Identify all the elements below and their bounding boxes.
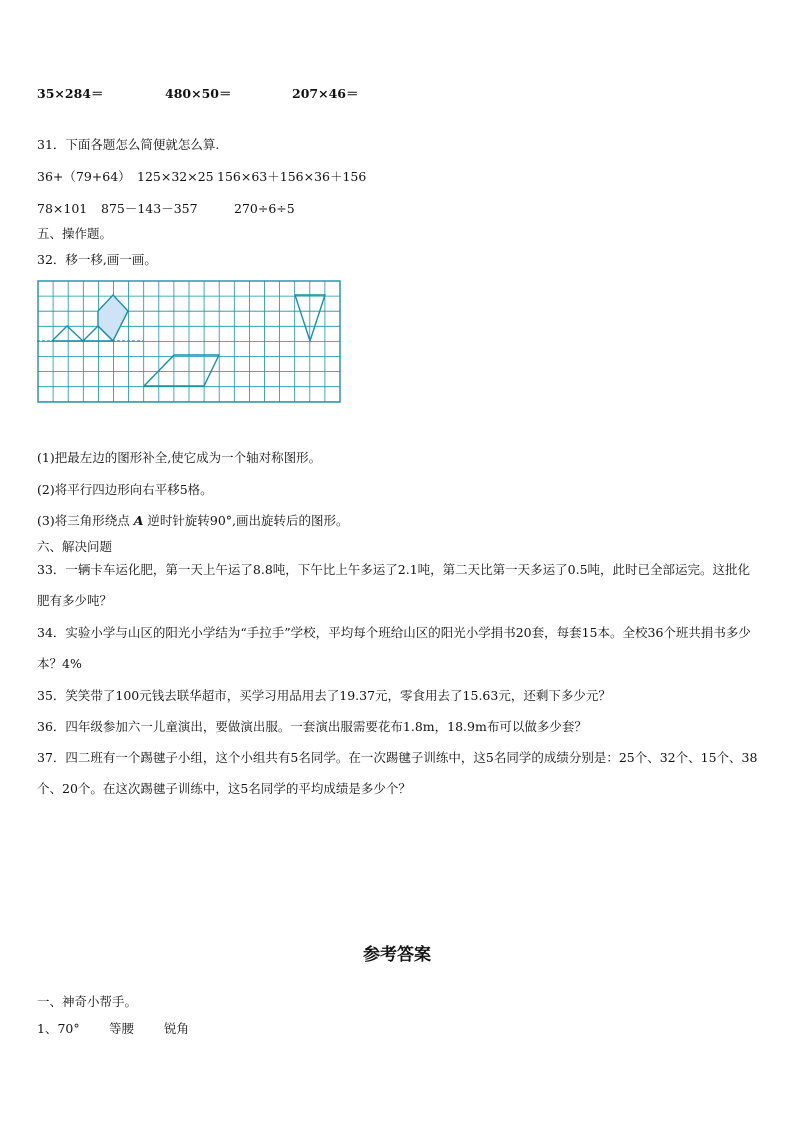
q32-instruction-1: (1)把最左边的图形补全,使它成为一个轴对称图形。 — [37, 450, 322, 465]
parallelogram-shape — [144, 355, 219, 386]
q31-row1 — [37, 167, 366, 185]
q31-row2 — [37, 199, 295, 217]
expression: 875－143－357 — [101, 201, 198, 216]
left-shape-small-triangle-1 — [52, 326, 83, 341]
answer-item: 等腰 — [109, 1021, 135, 1036]
answers-section-heading: 一、神奇小帮手。 — [37, 994, 138, 1009]
section-heading: 六、解决问题 — [37, 539, 113, 554]
expression: 270÷6÷5 — [234, 201, 295, 216]
q32-title: 32．移一移,画一画。 — [37, 252, 157, 267]
expression: 125×32×25 — [137, 169, 214, 184]
q32-instruction-3 — [37, 511, 349, 529]
grid-figure — [37, 280, 341, 404]
calc-item: 207×46＝ — [292, 86, 359, 101]
calc-item: 480×50＝ — [165, 86, 232, 101]
question-36: 36．四年级参加六一儿童演出，要做演出服。一套演出服需要花布1.8m，18.9m布可以做多少套？ — [37, 719, 587, 734]
expression: 36+（79+64） — [37, 169, 131, 184]
expression: 78×101 — [37, 201, 88, 216]
answer-item: 1、70° — [37, 1021, 80, 1036]
calc-item: 35×284＝ — [37, 86, 104, 101]
q32-instruction-2: (2)将平行四边形向右平移5格。 — [37, 482, 213, 497]
answer-item: 锐角 — [164, 1021, 190, 1036]
left-shape-kite — [98, 295, 128, 341]
instruction-text: 逆时针旋转90°,画出旋转后的图形。 — [147, 513, 349, 528]
q31-title: 31．下面各题怎么简便就怎么算. — [37, 137, 220, 152]
point-label: A — [133, 513, 144, 528]
expression: 156×63＋156×36＋156 — [217, 169, 367, 184]
question-35: 35．笑笑带了100元钱去联华超市，买学习用品用去了19.37元，零食用去了15.63元，还剩下多少元？ — [37, 688, 611, 703]
question-33: 33．一辆卡车运化肥，第一天上午运了8.8吨，下午比上午多运了2.1吨，第二天比第一天多运了0.5吨，此时已全部运完。这批化肥有多少吨？ — [37, 562, 751, 608]
calc-row — [37, 84, 358, 102]
answers-title: 参考答案 — [363, 945, 431, 965]
question-34: 34．实验小学与山区的阳光小学结为“手拉手”学校，平均每个班给山区的阳光小学捐书20套，每套15本。全校36个班共捐书多少本？4% — [37, 625, 751, 671]
section-heading: 五、操作题。 — [37, 226, 113, 241]
instruction-text: (3)将三角形绕点 — [37, 513, 130, 528]
answer-row-1 — [37, 1019, 189, 1037]
question-37: 37．四二班有一个踢毽子小组，这个小组共有5名同学。在一次踢毽子训练中，这5名同学的成绩分别是：25个、32个、15个、38个、20个。在这次踢毽子训练中，这5名同学的平均成绩是多少个？ — [37, 750, 758, 796]
